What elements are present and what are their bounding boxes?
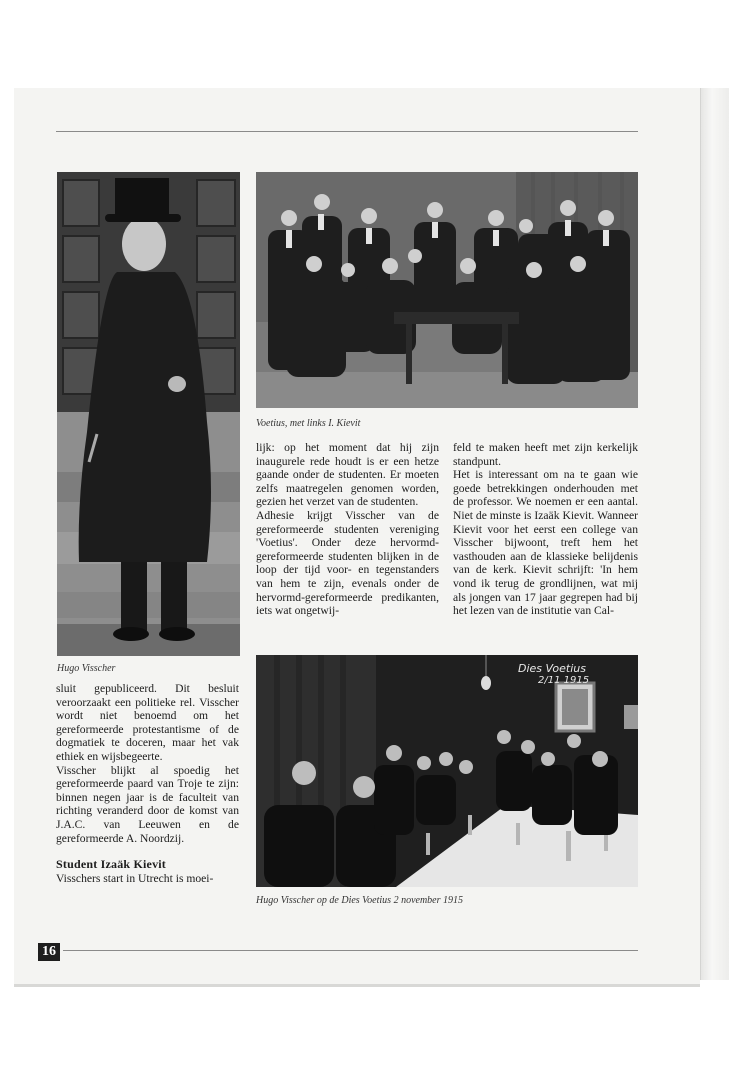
paragraph: feld te maken heeft met zijn kerkelijk standpunt. bbox=[453, 441, 638, 468]
portrait-photo bbox=[57, 172, 240, 656]
photo-inscription-line1: Dies Voetius bbox=[518, 662, 586, 675]
portrait-caption: Hugo Visscher bbox=[57, 663, 116, 674]
paragraph: Het is interessant om na te gaan wie goede betrekkingen onderhouden met de professor. We noemen er een aantal. Niet de minste is Izaäk Kievit. Wanneer Kievit voor het eerst een college van Visscher bijwoont, treft hem het vasthouden aan de klassieke belijdenis van de kerk. Kievit schrijft: 'In hem vond ik terug de grondlijnen, wat mij als jongen van 17 jaar gegrepen had bij het lezen van de institutie van Cal- bbox=[453, 468, 638, 618]
section-heading: Student Izaäk Kievit bbox=[56, 857, 167, 872]
top-rule bbox=[56, 131, 638, 132]
middle-text-column bbox=[256, 441, 439, 618]
paragraph: Visscher blijkt al spoedig het gereformeerde paard van Troje te zijn: binnen negen jaar is de faculteit van richting veranderd door de komst van J.A.C. van Leeuwen en de gereformeerde A. Noordzij. bbox=[56, 763, 239, 845]
dinner-caption: Hugo Visscher op de Dies Voetius 2 november 1915 bbox=[256, 895, 464, 906]
bottom-rule bbox=[63, 950, 638, 951]
page-edge bbox=[700, 88, 729, 980]
paragraph: Visschers start in Utrecht is moei- bbox=[56, 871, 214, 885]
dinner-photo bbox=[256, 655, 638, 887]
paragraph: lijk: op het moment dat hij zijn inaugurele rede houdt is er een hetze gaande onder de studenten. Er moeten zelfs maatregelen genomen worden, gezien het verzet van de studenten. bbox=[256, 441, 439, 509]
group-photo bbox=[256, 172, 638, 408]
group-caption: Voetius, met links I. Kievit bbox=[256, 418, 361, 429]
photo-inscription-line2: 2/11 1915 bbox=[538, 675, 590, 686]
paragraph: Adhesie krijgt Visscher van de gereformeerde studenten vereniging 'Voetius'. Onder deze hervormd-gereformeerde studenten blijken in de loop der tijd voor- en tegenstanders van hem te zijn, evenals onder de hervormd-gereformeerde predikanten, iets wat ongetwij- bbox=[256, 508, 439, 618]
left-text-column bbox=[56, 682, 239, 885]
paragraph: sluit gepubliceerd. Dit besluit veroorzaakt een politieke rel. Visscher wordt niet benoemd om het gereformeerde protestantisme of de dogmatiek te doceren, maar het vak ethiek en wijsbegeerte. bbox=[56, 682, 239, 763]
page-shadow bbox=[14, 984, 700, 987]
right-text-column bbox=[453, 441, 638, 618]
page-number: 16 bbox=[38, 943, 60, 961]
